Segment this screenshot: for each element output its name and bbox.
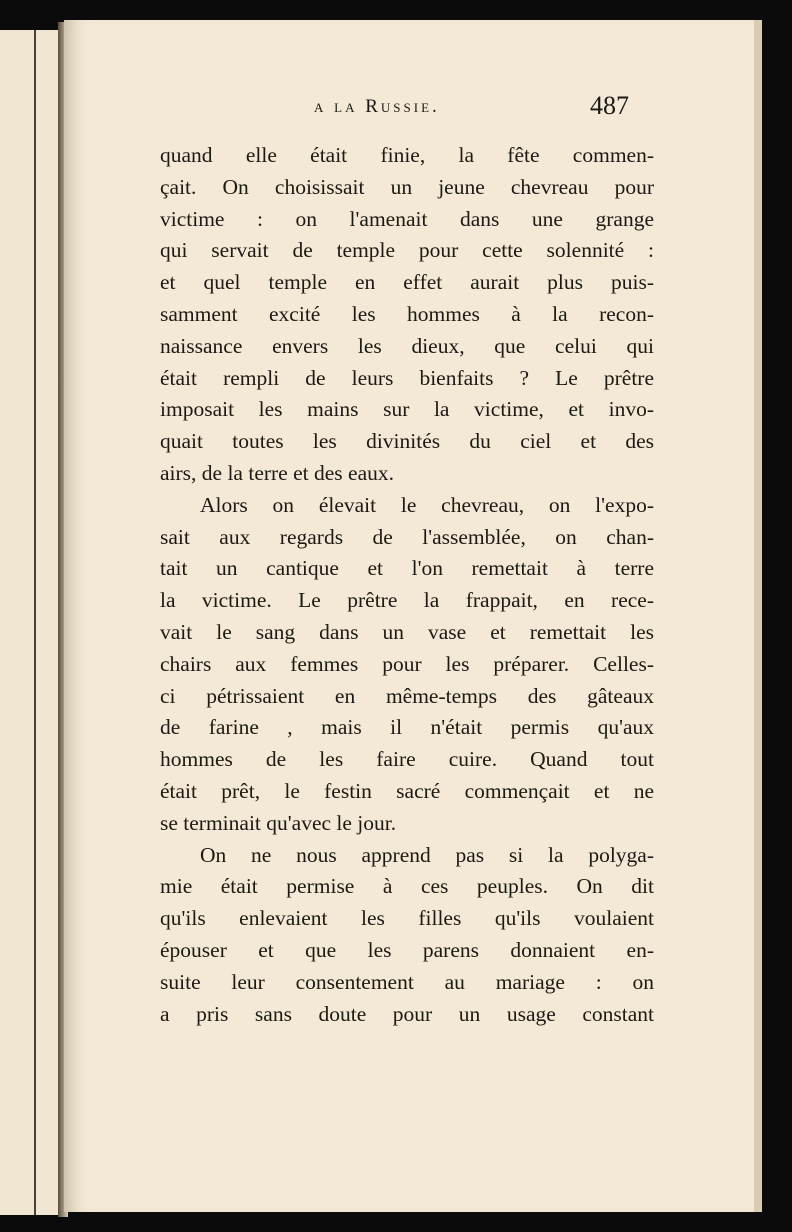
text-line: quait toutes les divinités du ciel et des (160, 429, 654, 454)
text-line: a pris sans doute pour un usage constant (160, 1001, 654, 1026)
text-line: était prêt, le festin sacré commençait et ne (160, 778, 654, 803)
text-line: chairs aux femmes pour les préparer. Celles- (160, 651, 654, 676)
text-line: imposait les mains sur la victime, et invo- (160, 397, 654, 422)
text-line: vait le sang dans un vase et remettait les (160, 619, 654, 644)
text-line: de farine , mais il n'était permis qu'aux (160, 715, 654, 740)
text-line: naissance envers les dieux, que celui qui (160, 333, 654, 358)
text-line: la victime. Le prêtre la frappait, en rece- (160, 588, 654, 613)
text-line: tait un cantique et l'on remettait à terre (160, 556, 654, 581)
text-line: suite leur consentement au mariage : on (160, 969, 654, 994)
text-line: On ne nous apprend pas si la polyga- (200, 842, 654, 867)
text-line: qui servait de temple pour cette solennité : (160, 238, 654, 263)
text-line: qu'ils enlevaient les filles qu'ils voulaient (160, 906, 654, 931)
page-number: 487 (590, 91, 629, 120)
text-line: était rempli de leurs bienfaits ? Le prêtre (160, 365, 654, 390)
binding-line (34, 30, 36, 1215)
text-line: sait aux regards de l'assemblée, on chan- (160, 524, 654, 549)
text-line: victime : on l'amenait dans une grange (160, 206, 654, 231)
running-title: a la Russie. (314, 96, 440, 117)
text-line: çait. On choisissait un jeune chevreau pour (160, 174, 654, 199)
text-line: Alors on élevait le chevreau, on l'expo- (200, 492, 654, 517)
text-line: airs, de la terre et des eaux. (160, 460, 394, 485)
text-line: samment excité les hommes à la recon- (160, 301, 654, 326)
text-line: mie était permise à ces peuples. On dit (160, 874, 654, 899)
text-line: quand elle était finie, la fête commen- (160, 143, 654, 167)
text-line: hommes de les faire cuire. Quand tout (160, 747, 654, 772)
facing-page-edge (0, 30, 59, 1215)
text-line: et quel temple en effet aurait plus puis- (160, 270, 654, 295)
text-line: épouser et que les parens donnaient en- (160, 937, 654, 962)
text-line: se terminait qu'avec le jour. (160, 810, 397, 835)
text-line: ci pétrissaient en même-temps des gâteaux (160, 683, 654, 708)
body-text (160, 140, 654, 1030)
page-edge (754, 20, 762, 1212)
